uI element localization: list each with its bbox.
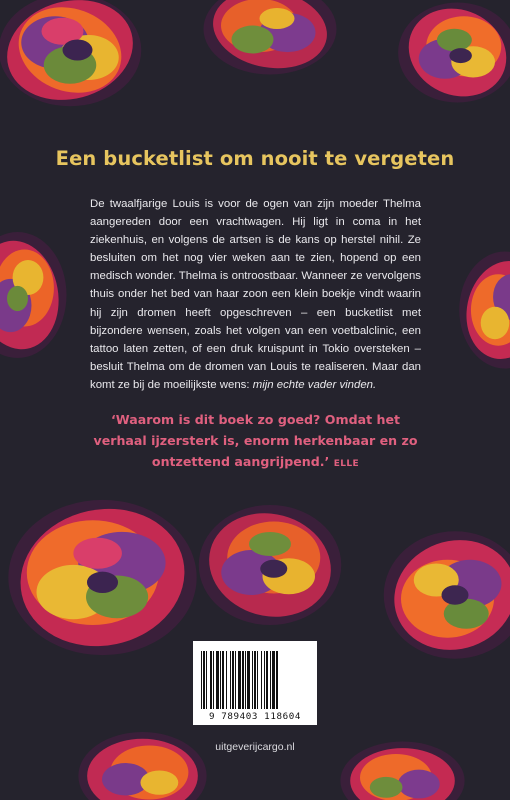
barcode-bar — [270, 651, 271, 709]
barcode-bar — [238, 651, 241, 709]
quote-text: ‘Waarom is dit boek zo goed? Omdat het verhaal ijzersterk is, enorm herkenbaar en zo ontzettend aangrijpend.’ — [93, 412, 418, 469]
barcode-bar — [210, 651, 212, 709]
barcode-bar — [201, 651, 202, 709]
barcode-bar — [216, 651, 219, 709]
paper-flower-top-right — [395, 0, 510, 115]
barcode-bar — [206, 651, 207, 709]
paper-flower-bottom-left — [5, 495, 200, 660]
paper-flower-right-middle — [455, 245, 510, 375]
barcode — [193, 641, 317, 725]
barcode-bar — [226, 651, 227, 709]
barcode-bar — [235, 651, 236, 709]
quote-source: ELLE — [333, 459, 360, 469]
barcode-bar — [276, 651, 278, 709]
blurb-italic: mijn echte vader vinden. — [252, 378, 377, 391]
barcode-bar — [203, 651, 205, 709]
barcode-bar — [254, 651, 256, 709]
headline: Een bucketlist om nooit te vergeten — [55, 147, 455, 170]
barcode-bar — [222, 651, 224, 709]
blurb-paragraph — [90, 195, 421, 394]
barcode-bar — [252, 651, 253, 709]
barcode-bars — [199, 651, 311, 709]
barcode-bar — [272, 651, 275, 709]
paper-flower-bottom-edge-left — [75, 725, 210, 800]
barcode-bar — [264, 651, 265, 709]
review-quote — [90, 409, 421, 475]
publisher-url[interactable]: uitgeverijcargo.nl — [215, 741, 295, 753]
barcode-bar — [257, 651, 258, 709]
paper-flower-bottom-center — [195, 500, 345, 630]
isbn-number: 9 789403 118604 — [209, 711, 301, 722]
paper-flower-left-middle — [0, 225, 70, 365]
barcode-bar — [213, 651, 214, 709]
paper-flower-top-left — [0, 0, 150, 125]
barcode-bar — [247, 651, 250, 709]
barcode-bar — [245, 651, 246, 709]
barcode-bar — [220, 651, 221, 709]
barcode-bar — [266, 651, 268, 709]
blurb-text: De twaalfjarige Louis is voor de ogen van zijn moeder Thelma aangereden door een vrachtwagen. Hij ligt in coma in het ziekenhuis, en volgens de artsen is de kans op herstel nihil. Ze besluiten om het nog vier weken aan te zien, hopend op een medisch wonder. Thelma is ontroostbaar. Wanneer ze vervolgens thuis onder het bed van haar zoon een klein boekje vindt waarin hij zijn dromen heeft opgeschreven – een bucketlist met bijzondere wensen, zoals het volgen van een voetbalclinic, een tattoo laten zetten, of een druk kruispunt in Tokio oversteken – besluit Thelma om de dromen van Louis te realiseren. Maar dan komt ze bij de moeilijkste wens: — [90, 198, 421, 391]
paper-flower-bottom-right — [380, 520, 510, 670]
barcode-bar — [232, 651, 234, 709]
barcode-bar — [230, 651, 231, 709]
barcode-bar — [261, 651, 262, 709]
paper-flower-top-center — [200, 0, 340, 85]
barcode-bar — [242, 651, 244, 709]
